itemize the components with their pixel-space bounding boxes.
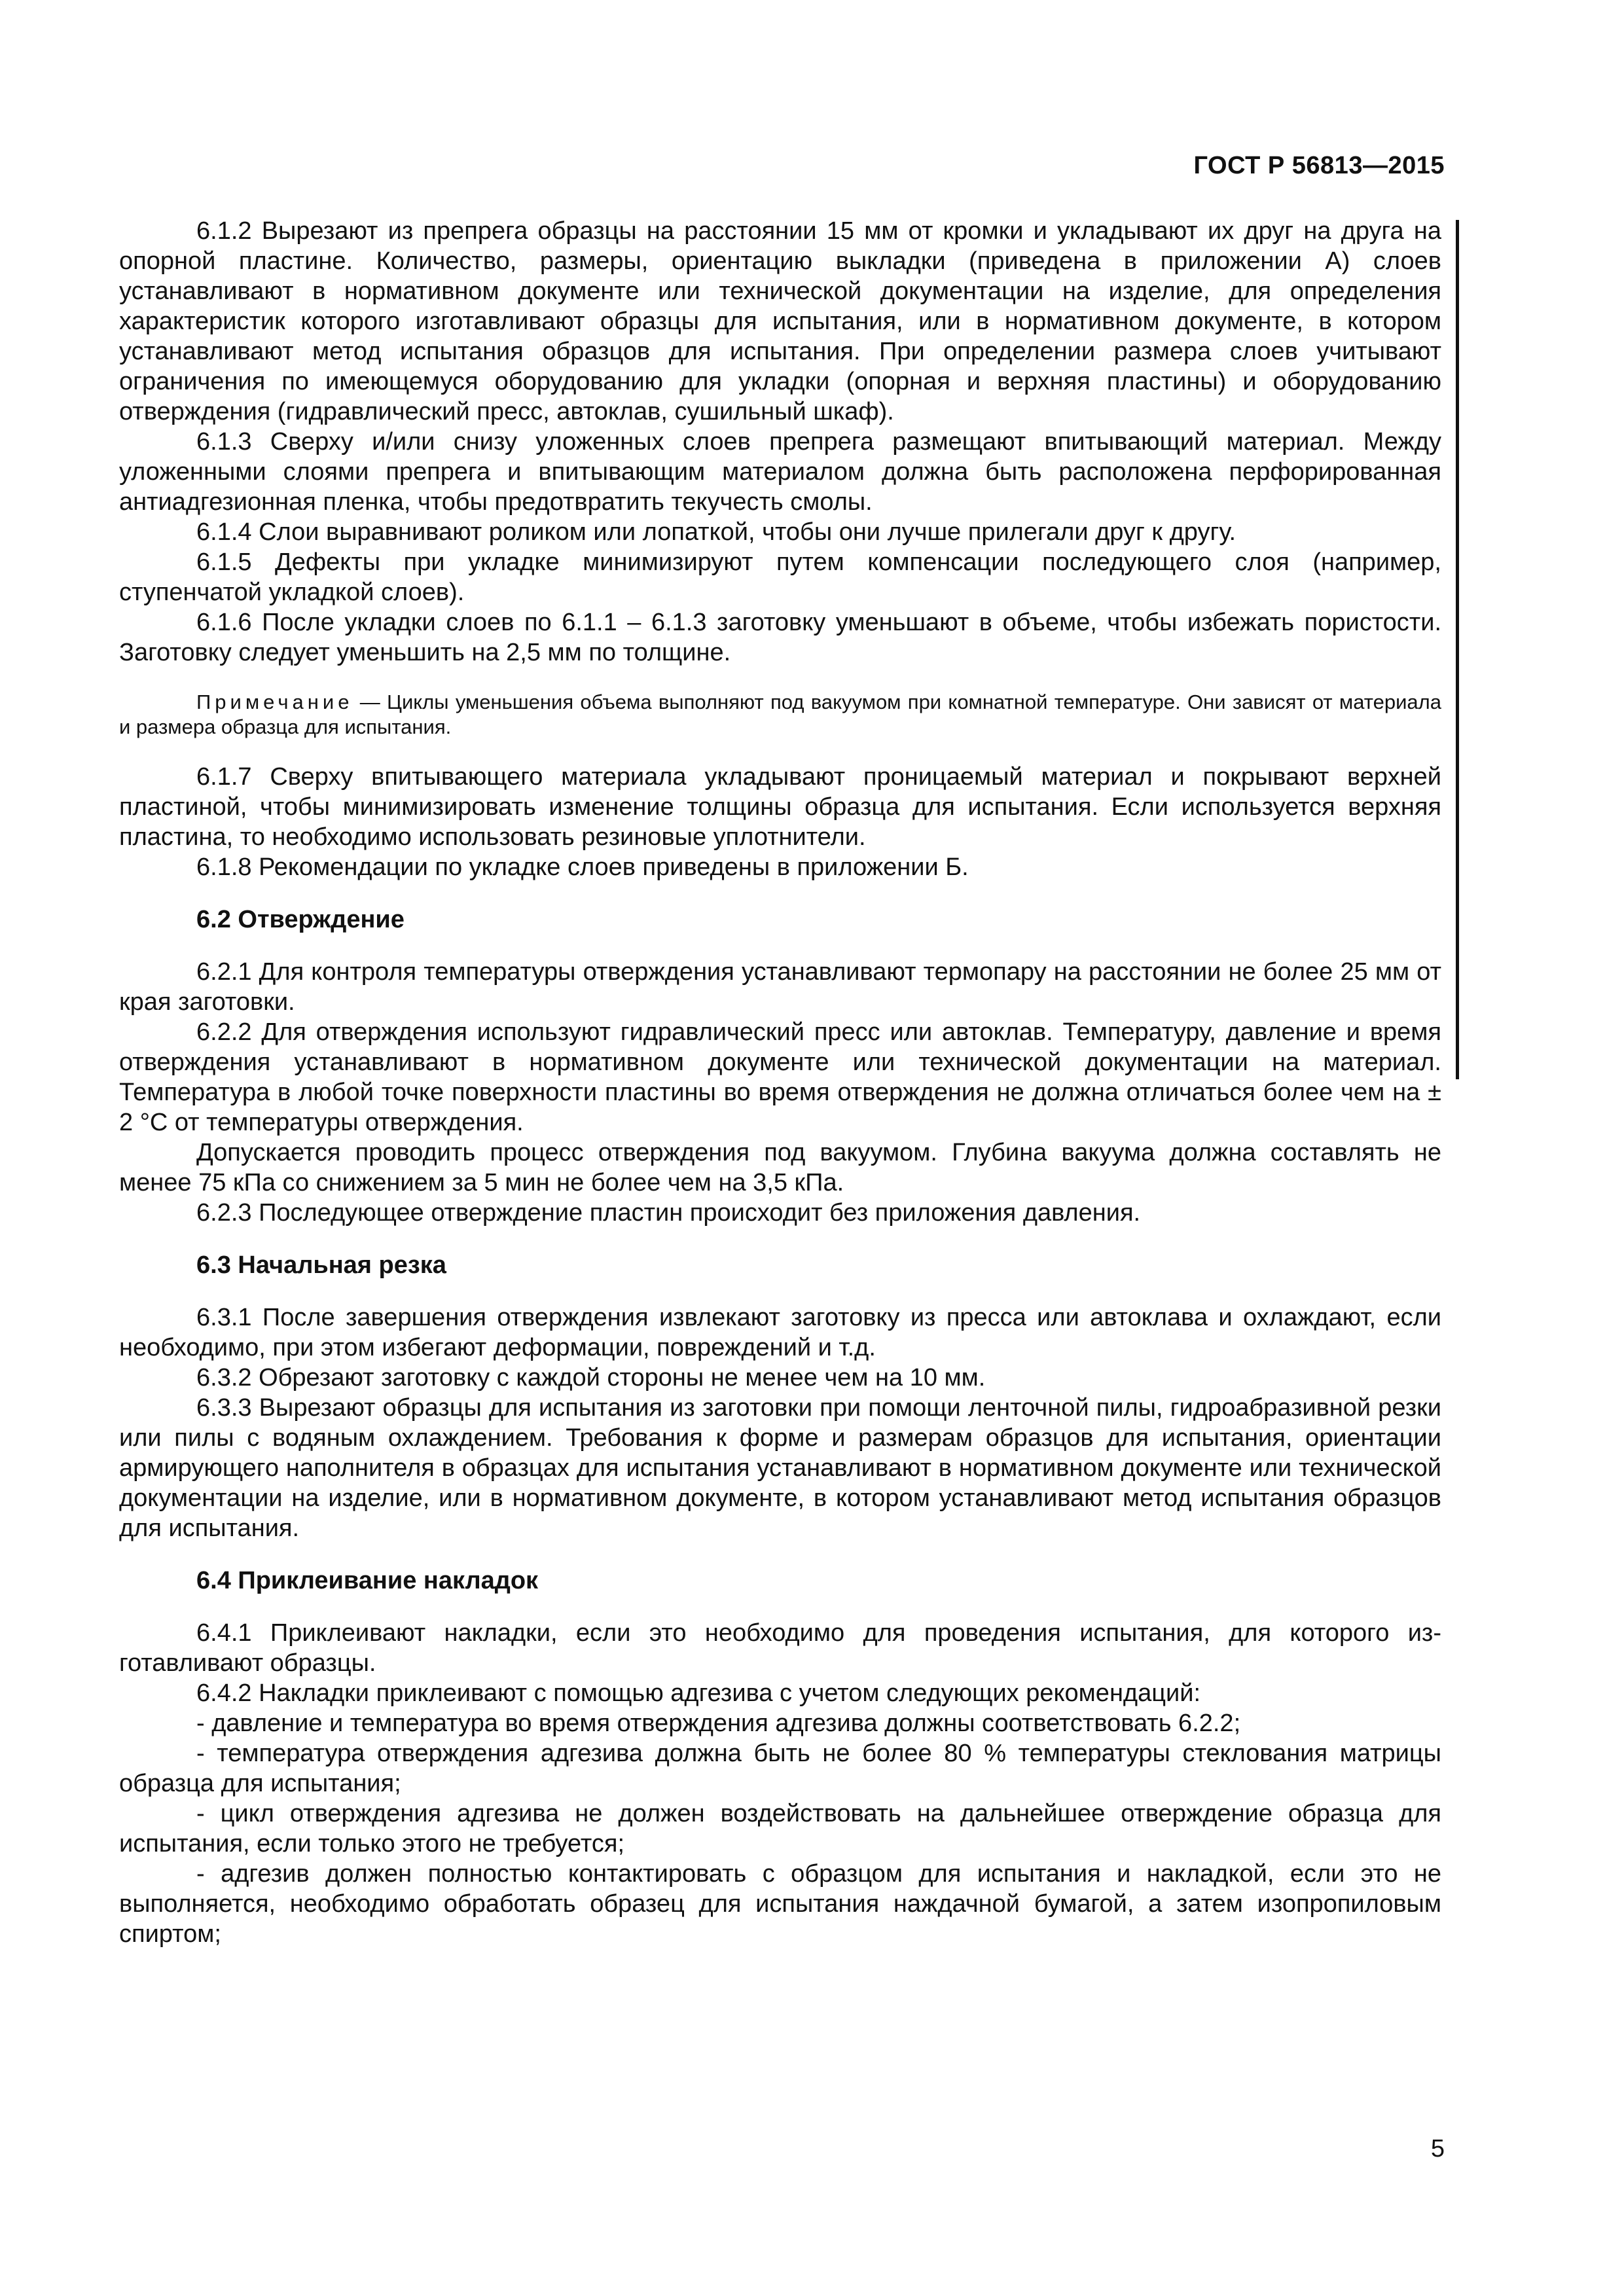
section-6-3 [119, 1302, 1441, 1543]
paragraph-6-3-3: 6.3.3 Вырезают образцы для испытания из заготовки при помощи ленточной пилы, гидроабразивной резки или пилы с водяным охлаждением. Требования к форме и размерам образцов для испытания, ориентации армирующего наполнителя в образцах для испытания устанавливают в нормативном документе или технической документации на изделие, или в нормативном документе, в котором устанавливают метод испытания образцов для испытания. [119, 1394, 1441, 1542]
list-item: - температура отверждения адгезива должна быть не более 80 % температуры стеклования матрицы образца для испытания; [119, 1740, 1441, 1797]
document-body [119, 216, 1441, 1949]
section-6-2 [119, 957, 1441, 1228]
paragraph-6-1-3: 6.1.3 Сверху и/или снизу уложенных слоев препрега размещают впитывающий материал. Между уложенными слоями препрега и впитывающим материалом должна быть расположена перфорированная антиадгезионная пленка, чтобы предотвратить текучесть смолы. [119, 428, 1441, 516]
paragraph-6-1-8: 6.1.8 Рекомендации по укладке слоев приведены в приложении Б. [196, 853, 969, 881]
change-bar [1456, 220, 1459, 1079]
note [119, 690, 1441, 740]
standard-header: ГОСТ Р 56813—2015 [1193, 152, 1445, 179]
note-label: Примечание [196, 691, 353, 713]
heading-6-4: 6.4 Приклеивание накладок [196, 1567, 539, 1594]
paragraph-6-2-3: 6.2.3 Последующее отверждение пластин происходит без приложения давления. [196, 1199, 1141, 1227]
heading-6-3: 6.3 Начальная резка [196, 1251, 446, 1279]
paragraph-6-4-1: 6.4.1 Приклеивают накладки, если это необходимо для проведения испытания, для которого изготавливают образцы. [119, 1619, 1441, 1677]
paragraph-6-2-1: 6.2.1 Для контроля температуры отверждения устанавливают термопару на расстоянии не более 25 мм от края заготовки. [119, 958, 1441, 1016]
note-text: — Циклы уменьшения объема выполняют под вакуумом при комнатной температуре. Они зависят от материала и размера образца для испытания. [119, 691, 1441, 738]
list-item: - цикл отверждения адгезива не должен воздействовать на дальнейшее отверждение образца для испытания, если только этого не требуется; [119, 1800, 1441, 1857]
paragraph-6-1-5: 6.1.5 Дефекты при укладке минимизируют путем компенсации последующего слоя (например, ступенчатой укладкой слоев). [119, 548, 1441, 606]
list-item: - давление и температура во время отверждения адгезива должны соответствовать 6.2.2; [196, 1710, 1241, 1737]
paragraph-6-2-2-vacuum: Допускается проводить процесс отверждения под вакуумом. Глубина вакуума должна составлять не менее 75 кПа со снижением за 5 мин не более чем на 3,5 кПа. [119, 1139, 1441, 1196]
section-6-1-tail [119, 762, 1441, 882]
section-6-4 [119, 1618, 1441, 1949]
paragraph-6-1-6: 6.1.6 После укладки слоев по 6.1.1 – 6.1.3 заготовку уменьшают в объеме, чтобы избежать пористости. Заготовку следует уменьшить на 2,5 мм по толщине. [119, 609, 1441, 666]
paragraph-6-1-2: 6.1.2 Вырезают из препрега образцы на расстоянии 15 мм от кромки и укладывают их друг на друга на опорной пластине. Количество, размеры, ориентацию выкладки (приведена в приложении А) слоев устанавливают в нормативном документе или технической документации на изделие, для определения характеристик которого изготавливают образцы для испытания, или в нормативном документе, в котором устанавливают метод испытания образцов для испытания. При определении размера слоев учитывают ограничения по имеющемуся оборудованию для укладки (опорная и верхняя пластины) и оборудованию отверждения (гидравлический пресс, автоклав, сушильный шкаф). [119, 217, 1441, 425]
list-item: - адгезив должен полностью контактировать с образцом для испытания и накладкой, если это не выполняется, необходимо обработать образец для испытания наждачной бумагой, а затем изопропиловым спиртом; [119, 1860, 1441, 1948]
paragraph-6-3-2: 6.3.2 Обрезают заготовку с каждой стороны не менее чем на 10 мм. [196, 1364, 986, 1391]
page-number: 5 [1430, 2135, 1445, 2162]
heading-6-2: 6.2 Отверждение [196, 906, 405, 933]
paragraph-6-4-2: 6.4.2 Накладки приклеивают с помощью адгезива с учетом следующих рекомендаций: [196, 1679, 1201, 1707]
section-6-1-continued [119, 216, 1441, 668]
paragraph-6-1-4: 6.1.4 Слои выравнивают роликом или лопаткой, чтобы они лучше прилегали друг к другу. [196, 518, 1236, 546]
paragraph-6-1-7: 6.1.7 Сверху впитывающего материала укладывают проницаемый материал и покрывают верхней пластиной, чтобы минимизировать изменение толщины образца для испытания. Если используется верхняя пластина, то необходимо использовать резиновые уплотнители. [119, 763, 1441, 851]
paragraph-6-2-2: 6.2.2 Для отверждения используют гидравлический пресс или автоклав. Температуру, давление и время отверждения устанавливают в нормативном документе или технической документации на материал. Температура в любой точке поверхности пластины во время отверждения не должна отличаться более чем на ± 2 °С от температуры отверждения. [119, 1018, 1441, 1136]
paragraph-6-3-1: 6.3.1 После завершения отверждения извлекают заготовку из пресса или автоклава и охлаждают, если необходимо, при этом избегают деформации, повреждений и т.д. [119, 1304, 1441, 1361]
